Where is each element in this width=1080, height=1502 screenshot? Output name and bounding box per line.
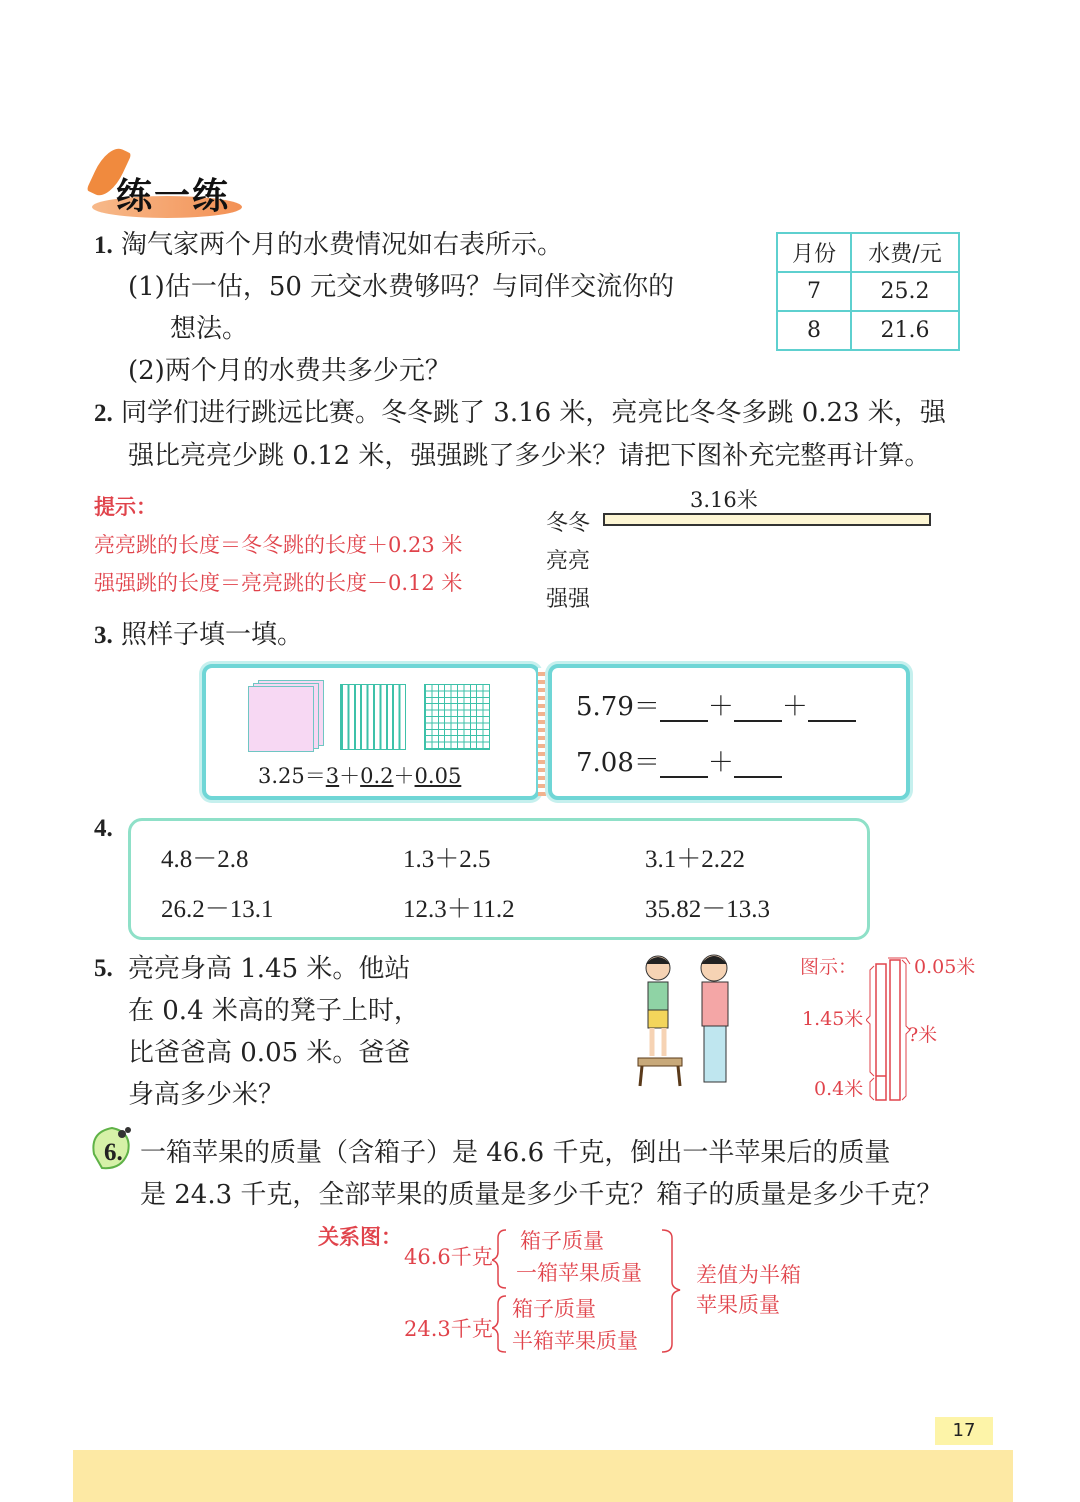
- plus: ＋: [781, 692, 808, 722]
- example-c: 0.05: [414, 764, 462, 788]
- plus: ＋: [707, 692, 734, 722]
- exercise-2: [576, 748, 782, 778]
- table-row: [777, 311, 959, 350]
- q2-line2: 强比亮亮少跳 0.12 米，强强跳了多少米？请把下图补充完整再计算。: [128, 441, 931, 471]
- example-equation: [258, 760, 461, 790]
- plus: ＋: [707, 748, 734, 778]
- calc-item: 12.3＋11.2: [403, 896, 515, 923]
- diagram-label-unknown: ?米: [908, 1024, 938, 1046]
- exercise-1: [576, 692, 856, 722]
- exercise-1-lhs: 5.79＝: [576, 692, 660, 722]
- q3: [94, 620, 303, 651]
- footer-band: [73, 1450, 1013, 1502]
- q2-line1: [94, 398, 946, 429]
- water-fee-table: [776, 232, 960, 351]
- blank-field[interactable]: [660, 696, 708, 722]
- name-dongdong: 冬冬: [546, 511, 591, 536]
- diagram-label-top: 0.05米: [914, 956, 976, 978]
- q4-number: 4.: [94, 815, 113, 842]
- box-connector: [538, 668, 546, 796]
- q5-line: 比爸爸高 0.05 米。爸爸: [128, 1038, 411, 1068]
- table-cell: 7: [777, 272, 851, 311]
- diagram-label-stool: 0.4米: [814, 1078, 864, 1100]
- tenths-strips: [340, 684, 406, 750]
- q1-sub1-line1: (1)估一估，50 元交水费够吗？与同伴交流你的: [128, 272, 675, 302]
- calc-item: 1.3＋2.5: [403, 846, 491, 873]
- plus: ＋: [393, 764, 415, 788]
- dongdong-bar: [603, 513, 931, 526]
- example-lhs: 3.25＝: [258, 764, 326, 788]
- relation-half: 24.3千克: [404, 1317, 493, 1341]
- q1-text: 淘气家两个月的水费情况如右表所示。: [121, 230, 564, 260]
- height-diagram: [866, 956, 912, 1106]
- blank-field[interactable]: [734, 752, 782, 778]
- page-number: 17: [935, 1417, 993, 1445]
- q1-number: 1.: [94, 232, 113, 259]
- relation-title: 关系图：: [318, 1224, 402, 1249]
- table-cell: 25.2: [851, 272, 959, 311]
- calc-item: 26.2－13.1: [161, 896, 274, 923]
- q5-line: 亮亮身高 1.45 米。他站: [128, 954, 411, 984]
- calc-item: 3.1＋2.22: [645, 846, 746, 873]
- blank-field[interactable]: [808, 696, 856, 722]
- calc-item: 4.8－2.8: [161, 846, 249, 873]
- blank-field[interactable]: [734, 696, 782, 722]
- relation-diff-line2: 苹果质量: [696, 1293, 780, 1317]
- relation-half-apples: 半箱苹果质量: [512, 1329, 638, 1353]
- q5-number: 5.: [94, 955, 113, 982]
- q2-text: 同学们进行跳远比赛。冬冬跳了 3.16 米，亮亮比冬冬多跳 0.23 米，强: [121, 398, 946, 428]
- bar-length-label: 3.16米: [690, 488, 758, 512]
- square-block: [248, 686, 314, 752]
- table-header-row: [777, 233, 959, 272]
- q3-text: 照样子填一填。: [121, 620, 304, 650]
- q6-number: 6.: [104, 1139, 123, 1166]
- exercise-2-lhs: 7.08＝: [576, 748, 660, 778]
- calc-box: [128, 818, 870, 940]
- section-title: 练一练: [116, 176, 231, 217]
- hundredths-grid: [424, 684, 490, 750]
- hint-line1: 亮亮跳的长度＝冬冬跳的长度＋0.23 米: [94, 533, 463, 557]
- plus: ＋: [339, 764, 361, 788]
- q1-sub2: (2)两个月的水费共多少元？: [128, 356, 451, 386]
- diagram-label-height: 1.45米: [802, 1008, 864, 1030]
- table-row: [777, 272, 959, 311]
- q5-line: 在 0.4 米高的凳子上时，: [128, 996, 420, 1026]
- diagram-title: 图示：: [800, 956, 858, 978]
- name-qiangqiang: 强强: [546, 587, 591, 612]
- hint-title: 提示：: [94, 494, 157, 519]
- example-box: [202, 664, 540, 800]
- hint-line2: 强强跳的长度＝亮亮跳的长度－0.12 米: [94, 571, 463, 595]
- q2-number: 2.: [94, 400, 113, 427]
- relation-diff-line1: 差值为半箱: [696, 1263, 801, 1287]
- relation-total: 46.6千克: [404, 1245, 493, 1269]
- example-a: 3: [325, 764, 340, 788]
- boy-and-father-illustration: [630, 950, 740, 1090]
- table-header: 水费/元: [851, 233, 959, 272]
- example-b: 0.2: [360, 764, 394, 788]
- q1: [94, 230, 563, 261]
- name-liangliang: 亮亮: [546, 549, 591, 574]
- q5-line: 身高多少米？: [128, 1080, 285, 1110]
- relation-brackets: [492, 1226, 692, 1354]
- relation-full-apples: 一箱苹果质量: [516, 1261, 642, 1285]
- table-cell: 21.6: [851, 311, 959, 350]
- table-header: 月份: [777, 233, 851, 272]
- relation-box-mass-2: 箱子质量: [512, 1297, 596, 1321]
- q6-line2: 是 24.3 千克，全部苹果的质量是多少千克？箱子的质量是多少千克？: [140, 1180, 943, 1210]
- exercise-box: [548, 664, 910, 800]
- q6-line1: 一箱苹果的质量（含箱子）是 46.6 千克，倒出一半苹果后的质量: [140, 1138, 891, 1168]
- q3-number: 3.: [94, 622, 113, 649]
- calc-item: 35.82－13.3: [645, 896, 771, 923]
- table-cell: 8: [777, 311, 851, 350]
- q1-sub1-line2: 想法。: [170, 314, 249, 344]
- blank-field[interactable]: [660, 752, 708, 778]
- relation-box-mass: 箱子质量: [520, 1229, 604, 1253]
